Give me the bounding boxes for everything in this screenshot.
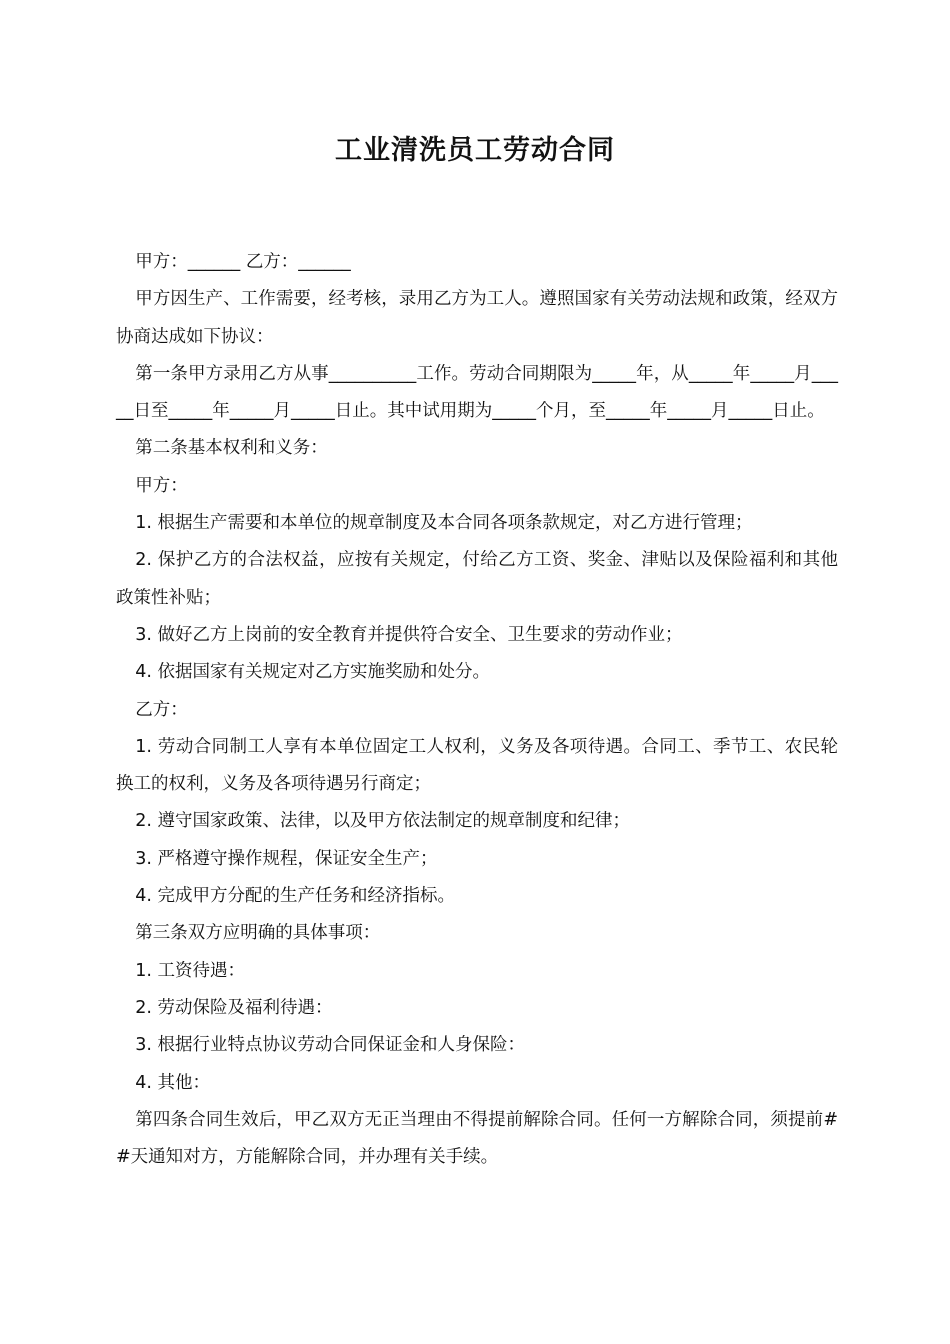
party-b-item-4: 4. 完成甲方分配的生产任务和经济指标。	[135, 886, 456, 907]
party-a-item-1: 1. 根据生产需要和本单位的规章制度及本合同各项条款规定，对乙方进行管理；	[135, 513, 753, 534]
article-3-item-3: 3. 根据行业特点协议劳动合同保证金和人身保险：	[135, 1035, 526, 1056]
party-a-heading: 甲方：	[135, 475, 188, 496]
article-1-paragraph: 第一条甲方录用乙方从事__________工作。劳动合同期限为_____年，从_____年_____月_____日至_____年_____月_____日止。其中试用期为_____个月，至_____年_____月_____日止。	[116, 363, 838, 422]
party-a-item-2: 2. 保护乙方的合法权益，应按有关规定，付给乙方工资、奖金、津贴以及保险福利和其他政策性补贴；	[116, 550, 838, 608]
article-3-item-1: 1. 工资待遇：	[135, 960, 246, 981]
article-3-heading: 第三条双方应明确的具体事项：	[135, 923, 381, 944]
document-body	[116, 244, 838, 1176]
party-a-item-4: 4. 依据国家有关规定对乙方实施奖励和处分。	[135, 662, 491, 683]
preamble-paragraph: 甲方因生产、工作需要，经考核，录用乙方为工人。遵照国家有关劳动法规和政策，经双方协商达成如下协议：	[116, 289, 838, 347]
party-b-item-3: 3. 严格遵守操作规程，保证安全生产；	[135, 848, 438, 869]
party-a-item-3: 3. 做好乙方上岗前的安全教育并提供符合安全、卫生要求的劳动作业；	[135, 624, 683, 645]
article-3-item-2: 2. 劳动保险及福利待遇：	[135, 997, 333, 1018]
party-b-item-2: 2. 遵守国家政策、法律，以及甲方依法制定的规章制度和纪律；	[135, 811, 631, 832]
party-b-heading: 乙方：	[135, 699, 188, 720]
article-3-item-4: 4. 其他：	[135, 1072, 211, 1093]
article-4-paragraph: 第四条合同生效后，甲乙双方无正当理由不得提前解除合同。任何一方解除合同，须提前##天通知对方，方能解除合同，并办理有关手续。	[116, 1109, 838, 1168]
party-line: 甲方：______ 乙方：______	[135, 252, 351, 272]
document-title: 工业清洗员工劳动合同	[335, 135, 615, 166]
party-b-item-1: 1. 劳动合同制工人享有本单位固定工人权利，义务及各项待遇。合同工、季节工、农民轮换工的权利，义务及各项待遇另行商定；	[116, 736, 838, 795]
article-2-heading: 第二条基本权利和义务：	[135, 438, 328, 459]
